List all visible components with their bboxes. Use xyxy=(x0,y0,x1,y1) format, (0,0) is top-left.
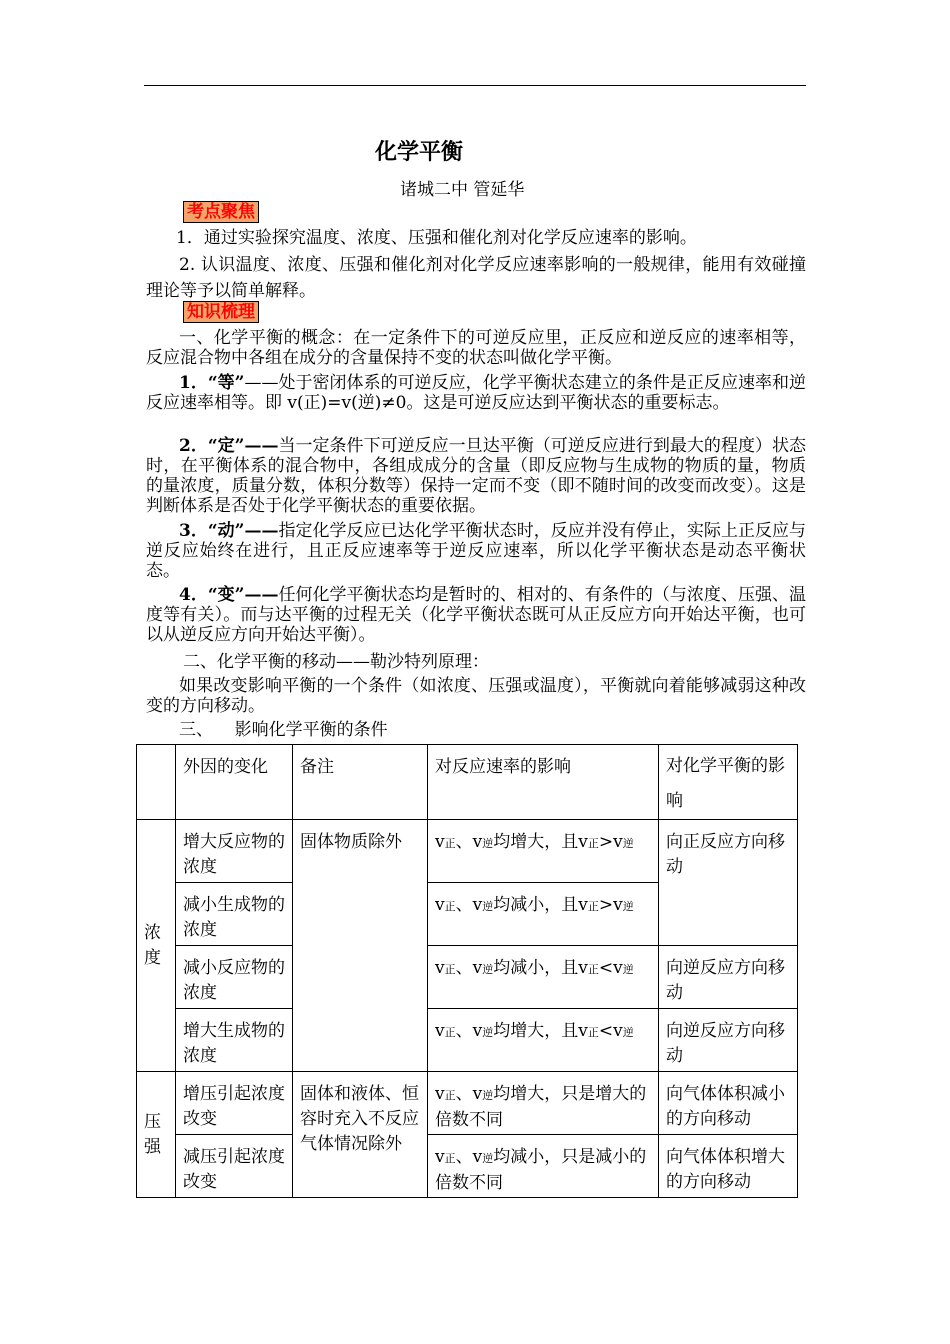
rate-cell: v正、v逆均减小，只是减小的倍数不同 xyxy=(428,1135,659,1198)
equilibrium-cell: 向气体体积增大的方向移动 xyxy=(659,1135,798,1198)
change-cell: 减小反应物的浓度 xyxy=(176,946,293,1009)
row-label-concentration: 浓度 xyxy=(137,820,176,1072)
concept-paragraph: 一、化学平衡的概念：在一定条件下的可逆反应里，正反应和逆反应的速率相等，反应混合物中各组在成分的含量保持不变的状态叫做化学平衡。 xyxy=(146,328,806,368)
table-row xyxy=(137,820,798,883)
rate-cell: v正、v逆均增大，且v正<v逆 xyxy=(428,1009,659,1072)
pressure-note: 固体和液体、恒容时充入不反应气体情况除外 xyxy=(293,1072,428,1198)
feature-3-heading: 3．“动”—— xyxy=(179,521,279,541)
change-cell: 增大生成物的浓度 xyxy=(176,1009,293,1072)
table-row xyxy=(137,1135,798,1198)
change-cell: 减小生成物的浓度 xyxy=(176,883,293,946)
feature-3-paragraph xyxy=(146,521,806,581)
equilibrium-cell: 向气体体积减小的方向移动 xyxy=(659,1072,798,1135)
equilibrium-cell: 向逆反应方向移动 xyxy=(659,1009,798,1072)
section-3-heading: 三、 影响化学平衡的条件 xyxy=(179,720,388,740)
feature-2-text: 当一定条件下可逆反应一旦达平衡（可逆反应进行到最大的程度）状态时，在平衡体系的混合物中，各组成成分的含量（即反应物与生成物的物质的量，物质的量浓度，质量分数，体积分数等）保持一定而不变（即不随时间的改变而改变）。这是判断体系是否处于化学平衡状态的重要依据。 xyxy=(146,436,807,516)
section-tag-knowledge: 知识梳理 xyxy=(183,301,259,323)
equilibrium-cell: 向正反应方向移动 xyxy=(659,820,798,946)
header-rule xyxy=(144,85,806,86)
header-note: 备注 xyxy=(293,745,428,820)
equilibrium-conditions-table xyxy=(136,744,798,1198)
header-equilibrium: 对化学平衡的影响 xyxy=(659,745,798,820)
header-empty-cell xyxy=(137,745,176,820)
change-cell: 增压引起浓度改变 xyxy=(176,1072,293,1135)
change-cell: 增大反应物的浓度 xyxy=(176,820,293,883)
rate-cell: v正、v逆均减小，且v正>v逆 xyxy=(428,883,659,946)
feature-4-text: 任何化学平衡状态均是暂时的、相对的、有条件的（与浓度、压强、温度等有关）。而与达平衡的过程无关（化学平衡状态既可从正反应方向开始达平衡，也可以从逆反应方向开始达平衡）。 xyxy=(146,585,807,645)
equilibrium-cell: 向逆反应方向移动 xyxy=(659,946,798,1009)
feature-1-heading: 1．“等” xyxy=(179,373,245,393)
table-header-row xyxy=(137,745,798,820)
feature-1-text: ——处于密闭体系的可逆反应，化学平衡状态建立的条件是正反应速率和逆反应速率相等。即 v(正)=v(逆)≠0。这是可逆反应达到平衡状态的重要标志。 xyxy=(146,373,807,413)
author-line: 诸城二中 管延华 xyxy=(400,180,525,200)
table-row xyxy=(137,946,798,1009)
feature-3-text: 指定化学反应已达化学平衡状态时，反应并没有停止，实际上正反应与逆反应始终在进行，且正反应速率等于逆反应速率，所以化学平衡状态是动态平衡状态。 xyxy=(146,521,807,581)
shift-paragraph: 如果改变影响平衡的一个条件（如浓度、压强或温度），平衡就向着能够减弱这种改变的方向移动。 xyxy=(146,676,806,716)
feature-2-paragraph xyxy=(146,436,806,516)
row-label-pressure: 压强 xyxy=(137,1072,176,1198)
feature-1-paragraph xyxy=(146,373,806,413)
feature-2-heading: 2．“定”—— xyxy=(179,436,279,456)
feature-4-paragraph xyxy=(146,585,806,645)
page-title: 化学平衡 xyxy=(375,139,464,165)
rate-cell: v正、v逆均增大，且v正>v逆 xyxy=(428,820,659,883)
section-tag-focus: 考点聚焦 xyxy=(183,201,259,223)
feature-4-heading: 4．“变”—— xyxy=(179,585,279,605)
header-rate: 对反应速率的影响 xyxy=(428,745,659,820)
change-cell: 减压引起浓度改变 xyxy=(176,1135,293,1198)
table-row xyxy=(137,1072,798,1135)
focus-item-2: 2. 认识温度、浓度、压强和催化剂对化学反应速率影响的一般规律，能用有效碰撞理论等予以简单解释。 xyxy=(146,255,806,301)
header-change: 外因的变化 xyxy=(176,745,293,820)
shift-heading: 二、化学平衡的移动——勒沙特列原理： xyxy=(183,652,489,672)
focus-item-1: 1．通过实验探究温度、浓度、压强和催化剂对化学反应速率的影响。 xyxy=(176,228,697,248)
rate-cell: v正、v逆均减小，且v正<v逆 xyxy=(428,946,659,1009)
rate-cell: v正、v逆均增大，只是增大的倍数不同 xyxy=(428,1072,659,1135)
concentration-note: 固体物质除外 xyxy=(293,820,428,1072)
table-row xyxy=(137,1009,798,1072)
